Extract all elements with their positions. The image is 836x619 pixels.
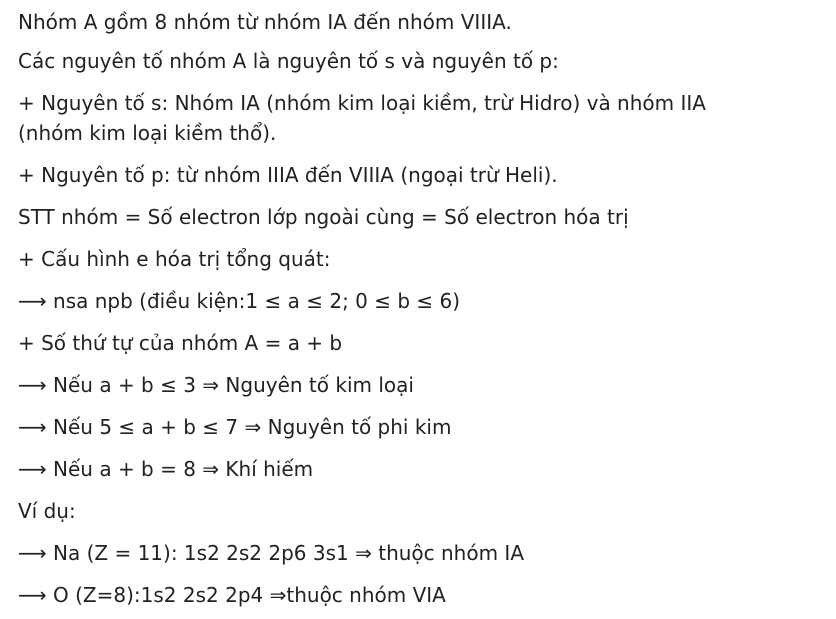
paragraph-oxygen-example: ⟶ O (Z=8):1s2 2s2 2p4 ⇒thuộc nhóm VIA [18, 583, 446, 607]
paragraph-s-elements-line-1: + Nguyên tố s: Nhóm IA (nhóm kim loại kiềm, trừ Hidro) và nhóm IIA [18, 91, 706, 115]
paragraph-example-heading: Ví dụ: [18, 499, 76, 523]
paragraph-general-configuration: + Cấu hình e hóa trị tổng quát: [18, 247, 331, 271]
paragraph-group-number-rule: STT nhóm = Số electron lớp ngoài cùng = Số electron hóa trị [18, 205, 629, 229]
paragraph-s-elements-line-2: (nhóm kim loại kiềm thổ). [18, 121, 277, 145]
paragraph-group-a-overview: Nhóm A gồm 8 nhóm từ nhóm IA đến nhóm VIIIA. [18, 10, 512, 34]
paragraph-sodium-example: ⟶ Na (Z = 11): 1s2 2s2 2p6 3s1 ⇒ thuộc nhóm IA [18, 541, 525, 565]
paragraph-nonmetal-rule: ⟶ Nếu 5 ≤ a + b ≤ 7 ⇒ Nguyên tố phi kim [18, 415, 452, 439]
paragraph-s-p-elements: Các nguyên tố nhóm A là nguyên tố s và nguyên tố p: [18, 49, 559, 73]
paragraph-p-elements: + Nguyên tố p: từ nhóm IIIA đến VIIIA (ngoại trừ Heli). [18, 163, 558, 187]
paragraph-noble-gas-rule: ⟶ Nếu a + b = 8 ⇒ Khí hiếm [18, 457, 314, 481]
paragraph-metal-rule: ⟶ Nếu a + b ≤ 3 ⇒ Nguyên tố kim loại [18, 373, 414, 397]
paragraph-configuration-condition: ⟶ nsa npb (điều kiện:1 ≤ a ≤ 2; 0 ≤ b ≤ 6) [18, 289, 461, 313]
paragraph-group-order: + Số thứ tự của nhóm A = a + b [18, 331, 343, 355]
